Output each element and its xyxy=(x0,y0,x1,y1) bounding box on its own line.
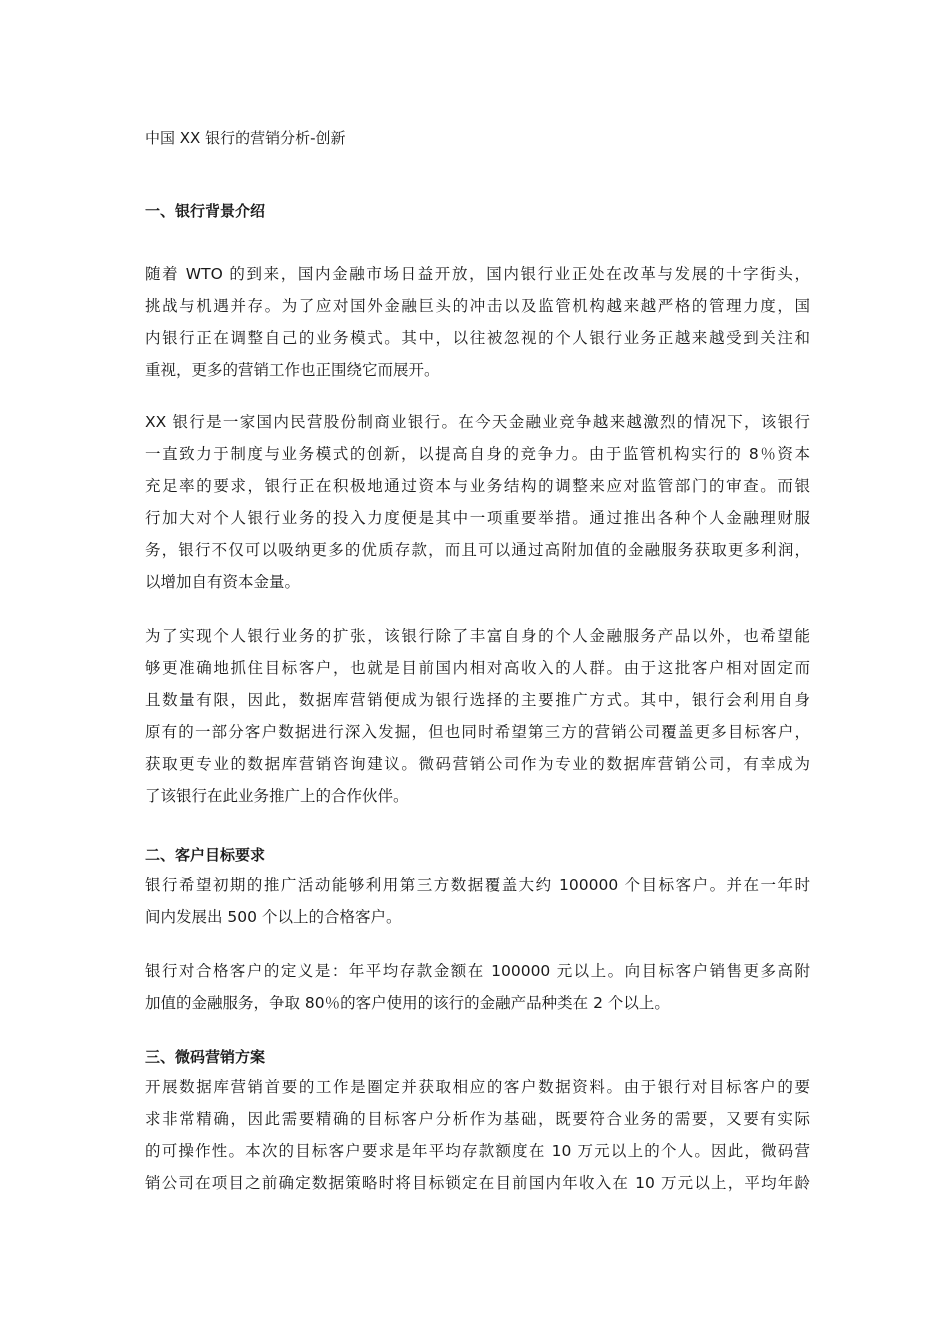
paragraph-qualified-definition xyxy=(145,955,810,1019)
text-line: 重视，更多的营销工作也正围绕它而展开。 xyxy=(145,361,440,379)
text-line: 银行对合格客户的定义是：年平均存款金额在 100000 元以上。向目标客户销售更多高附 xyxy=(145,962,810,980)
paragraph-expansion xyxy=(145,620,810,812)
section-heading-background: 一、银行背景介绍 xyxy=(145,202,266,220)
text-line: 行加大对个人银行业务的投入力度便是其中一项重要举措。通过推出各种个人金融理财服 xyxy=(145,509,810,527)
paragraph-wto-background xyxy=(145,258,810,386)
text-line: 一直致力于制度与业务模式的创新，以提高自身的竞争力。由于监管机构实行的 8％资本 xyxy=(145,445,810,463)
text-line: 且数量有限，因此，数据库营销便成为银行选择的主要推广方式。其中，银行会利用自身 xyxy=(145,691,810,709)
section-heading-customer-goals: 二、客户目标要求 xyxy=(145,846,266,864)
section-heading-marketing-plan: 三、微码营销方案 xyxy=(145,1048,266,1066)
text-line: 获取更专业的数据库营销咨询建议。微码营销公司作为专业的数据库营销公司，有幸成为 xyxy=(145,755,810,773)
text-line: 销公司在项目之前确定数据策略时将目标锁定在目前国内年收入在 10 万元以上，平均年龄 xyxy=(145,1174,810,1192)
paragraph-data-strategy xyxy=(145,1071,810,1199)
text-line: XX 银行是一家国内民营股份制商业银行。在今天金融业竞争越来越激烈的情况下，该银行 xyxy=(145,413,810,431)
text-line: 加值的金融服务，争取 80％的客户使用的该行的金融产品种类在 2 个以上。 xyxy=(145,994,670,1012)
text-line: 了该银行在此业务推广上的合作伙伴。 xyxy=(145,787,409,805)
paragraph-coverage-goal xyxy=(145,869,810,933)
text-line: 务，银行不仅可以吸纳更多的优质存款，而且可以通过高附加值的金融服务获取更多利润， xyxy=(145,541,810,559)
text-line: 充足率的要求，银行正在积极地通过资本与业务结构的调整来应对监管部门的审查。而银 xyxy=(145,477,810,495)
text-line: 求非常精确，因此需要精确的目标客户分析作为基础，既要符合业务的需要，又要有实际 xyxy=(145,1110,810,1128)
text-line: 挑战与机遇并存。为了应对国外金融巨头的冲击以及监管机构越来越严格的管理力度，国 xyxy=(145,297,810,315)
text-line: 原有的一部分客户数据进行深入发掘，但也同时希望第三方的营销公司覆盖更多目标客户， xyxy=(145,723,810,741)
text-line: 够更准确地抓住目标客户，也就是目前国内相对高收入的人群。由于这批客户相对固定而 xyxy=(145,659,810,677)
text-line: 银行希望初期的推广活动能够利用第三方数据覆盖大约 100000 个目标客户。并在一年时 xyxy=(145,876,810,894)
text-line: 间内发展出 500 个以上的合格客户。 xyxy=(145,908,402,926)
text-line: 以增加自有资本金量。 xyxy=(145,573,301,591)
text-line: 的可操作性。本次的目标客户要求是年平均存款额度在 10 万元以上的个人。因此，微码营 xyxy=(145,1142,810,1160)
text-line: 开展数据库营销首要的工作是圈定并获取相应的客户数据资料。由于银行对目标客户的要 xyxy=(145,1078,810,1096)
text-line: 随着 WTO 的到来，国内金融市场日益开放，国内银行业正处在改革与发展的十字街头， xyxy=(145,265,810,283)
text-line: 内银行正在调整自己的业务模式。其中，以往被忽视的个人银行业务正越来越受到关注和 xyxy=(145,329,810,347)
document-title: 中国 XX 银行的营销分析-创新 xyxy=(145,129,346,147)
paragraph-bank-profile xyxy=(145,406,810,598)
text-line: 为了实现个人银行业务的扩张，该银行除了丰富自身的个人金融服务产品以外，也希望能 xyxy=(145,627,810,645)
